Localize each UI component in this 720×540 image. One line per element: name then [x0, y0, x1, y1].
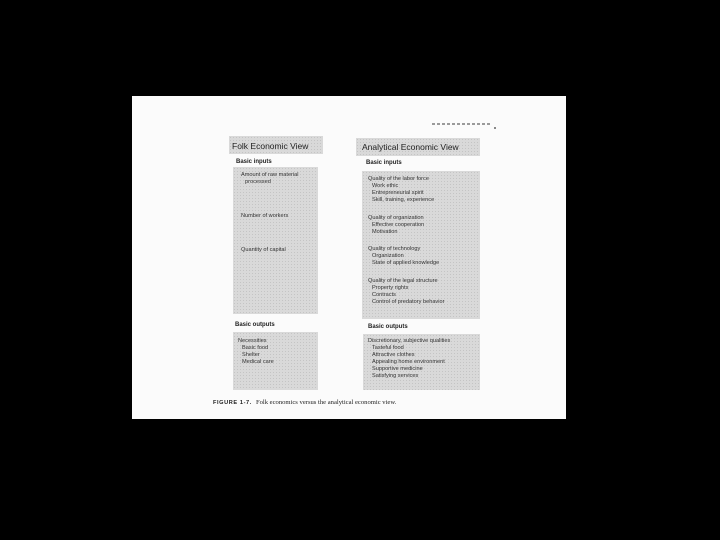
folk-output-item: Necessities Basic food Shelter Medical care: [238, 338, 274, 365]
analytical-title-box: [356, 138, 480, 156]
analytical-outputs-label: Basic outputs: [368, 324, 408, 330]
analytical-title: Analytical Economic View: [362, 142, 459, 152]
analytical-inputs-label: Basic inputs: [366, 160, 402, 166]
analytical-inputs-box: [362, 171, 480, 319]
analytical-input-item: Quality of the labor force Work ethic Entrepreneurial spirit Skill, training, experience: [368, 176, 435, 203]
analytical-input-item: Quality of technology Organization State of applied knowledge: [368, 246, 440, 266]
figure-caption: [213, 399, 396, 406]
figure-caption-label: FIGURE 1-7.: [213, 400, 252, 406]
scanned-page: [132, 96, 566, 419]
folk-input-item: Quantity of capital: [241, 247, 286, 253]
folk-inputs-label: Basic inputs: [236, 159, 272, 165]
folk-outputs-box: [233, 332, 318, 390]
folk-input-item: Amount of raw material processed: [241, 172, 299, 185]
page-header-mark: [432, 123, 492, 125]
folk-inputs-box: [233, 167, 318, 314]
analytical-outputs-box: [363, 334, 480, 390]
folk-title-box: [229, 136, 323, 154]
analytical-input-item: Quality of organization Effective cooperation Motivation: [368, 215, 425, 235]
folk-outputs-label: Basic outputs: [235, 322, 275, 328]
folk-input-item: Number of workers: [241, 213, 289, 219]
page-header-dot: [494, 127, 496, 129]
folk-title: Folk Economic View: [232, 141, 309, 151]
analytical-input-item: Quality of the legal structure Property rights Contracts Control of predatory behavior: [368, 278, 445, 305]
figure-caption-text: Folk economics versus the analytical economic view.: [255, 399, 397, 406]
analytical-output-item: Discretionary, subjective qualities Tasteful food Attractive clothes Appealing home environment Supportive medicine Satisfying services: [368, 338, 451, 379]
